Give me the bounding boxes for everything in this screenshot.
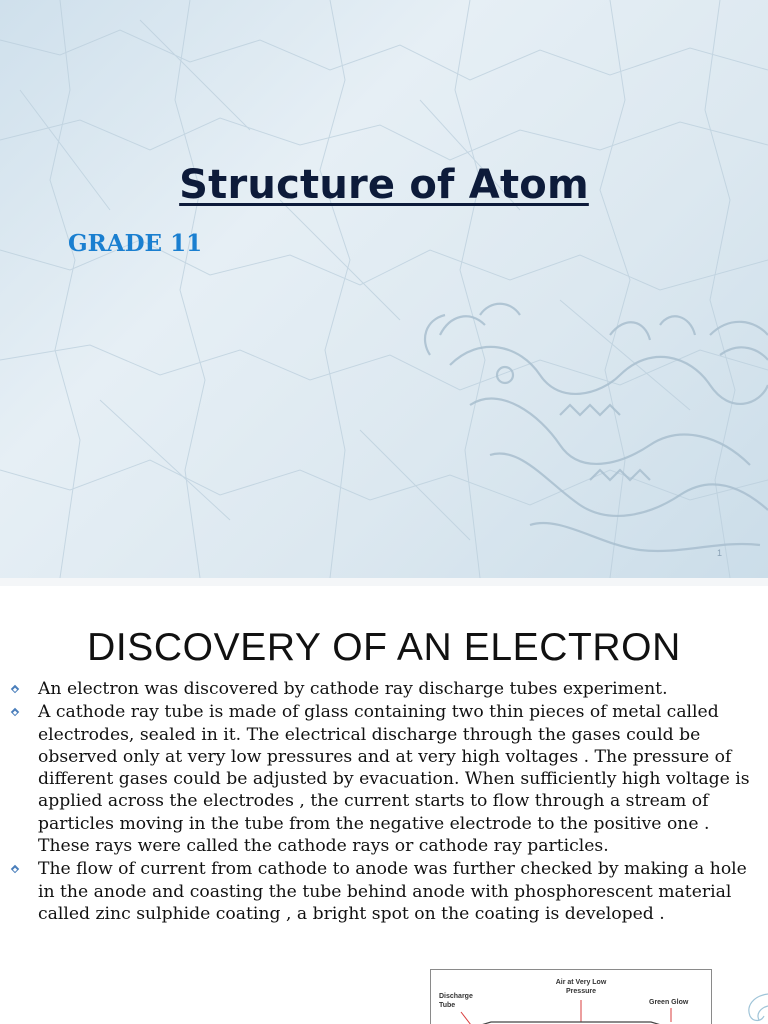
cathode-ray-diagram [430,969,712,1024]
diagram-arrows [431,970,711,1024]
diagram-label-glow: Green Glow [649,999,689,1006]
bullet-text: An electron was discovered by cathode ray discharge tubes experiment. [38,679,668,699]
grade-subtitle: GRADE 11 [68,230,203,257]
slide-separator [0,578,768,586]
diamond-bullet-icon [11,685,19,693]
diamond-bullet-icon [11,708,19,716]
diagram-label-air: Air at Very Low Pressure [555,979,607,995]
dragon-illustration [410,295,768,578]
slide-heading: DISCOVERY OF AN ELECTRON [87,626,681,669]
content-slide [0,586,768,1024]
slide-title: Structure of Atom [179,162,589,208]
list-item [12,701,762,857]
swirl-decoration-icon [728,984,768,1024]
bullet-list [12,678,762,926]
list-item [12,858,762,925]
slide-number: 1 [716,548,722,558]
bullet-text: A cathode ray tube is made of glass containing two thin pieces of metal called electrodes, sealed in it. The electrical discharge through the gases could be observed only at very low pressures and at very high voltages . The pressure of different gases could be adjusted by evacuation. When sufficiently high voltage is applied across the electrodes , the current starts to flow through a stream of particles moving in the tube from the negative electrode to the positive one . These rays were called the cathode rays or cathode ray particles. [38,702,750,857]
diamond-bullet-icon [11,865,19,873]
list-item [12,678,762,700]
diagram-label-tube: Discharge Tube [439,993,473,1009]
bullet-text: The flow of current from cathode to anode was further checked by making a hole in the anode and coasting the tube behind anode with phosphorescent material called zinc sulphide coating , a bright spot on the coating is developed . [38,859,747,924]
